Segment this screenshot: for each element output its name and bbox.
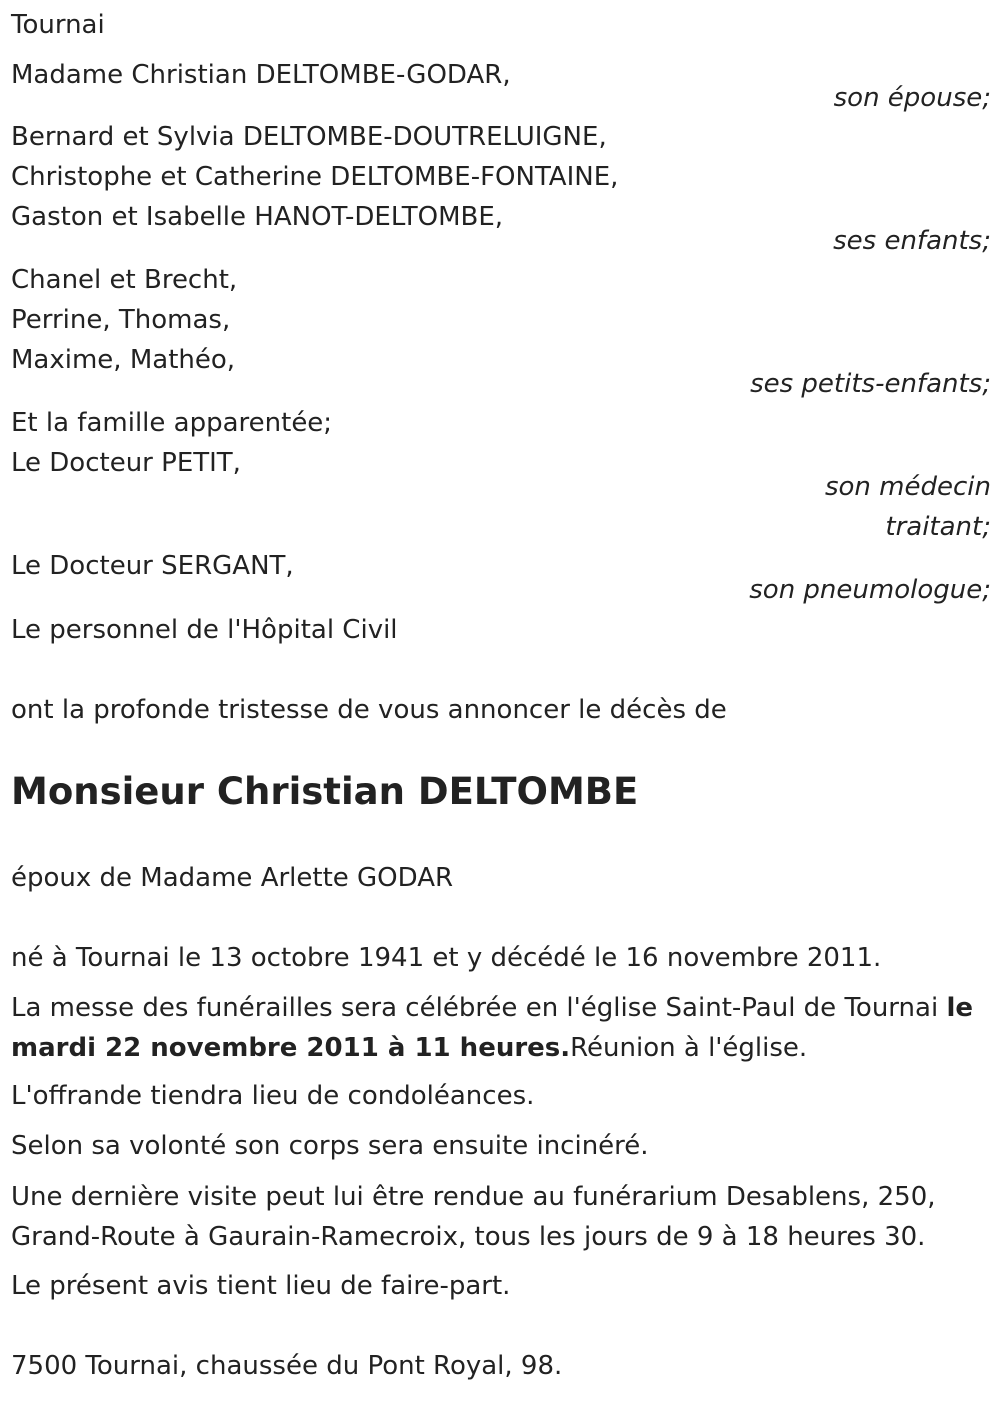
funeral-mass-paragraph xyxy=(11,988,991,1068)
mass-suffix: Réunion à l'église. xyxy=(570,1033,808,1063)
pneumologist-name: Le Docteur SERGANT, xyxy=(11,551,294,581)
mass-date-bold-1: le xyxy=(946,993,973,1023)
child-name: Gaston et Isabelle HANOT-DELTOMBE, xyxy=(11,202,504,232)
child-name: Christophe et Catherine DELTOMBE-FONTAINE, xyxy=(11,162,619,192)
location-heading: Tournai xyxy=(11,10,105,40)
spouse-role: son épouse; xyxy=(833,83,991,113)
visit-line-2: Grand-Route à Gaurain-Ramecroix, tous les jours de 9 à 18 heures 30. xyxy=(11,1222,926,1252)
doctor-role-line1: son médecin xyxy=(824,472,991,502)
address-line: 7500 Tournai, chaussée du Pont Royal, 98. xyxy=(11,1351,563,1381)
notice-line: Le présent avis tient lieu de faire-part. xyxy=(11,1271,511,1301)
grandchild-name: Perrine, Thomas, xyxy=(11,305,231,335)
grandchild-name: Chanel et Brecht, xyxy=(11,265,238,295)
birth-death-line: né à Tournai le 13 octobre 1941 et y décédé le 16 novembre 2011. xyxy=(11,943,882,973)
mass-line-2 xyxy=(11,1028,991,1068)
relatives-line: Et la famille apparentée; xyxy=(11,408,333,438)
child-name: Bernard et Sylvia DELTOMBE-DOUTRELUIGNE, xyxy=(11,122,607,152)
mass-prefix: La messe des funérailles sera célébrée en l'église Saint-Paul de Tournai xyxy=(11,993,947,1023)
spouse-of-line: époux de Madame Arlette GODAR xyxy=(11,863,454,893)
offering-line: L'offrande tiendra lieu de condoléances. xyxy=(11,1081,535,1111)
mass-date-bold-2: mardi 22 novembre 2011 à 11 heures. xyxy=(11,1033,571,1063)
cremation-line: Selon sa volonté son corps sera ensuite incinéré. xyxy=(11,1131,649,1161)
children-role: ses enfants; xyxy=(833,226,991,256)
hospital-staff-line: Le personnel de l'Hôpital Civil xyxy=(11,615,398,645)
grandchild-name: Maxime, Mathéo, xyxy=(11,345,236,375)
announcement-text: ont la profonde tristesse de vous annoncer le décès de xyxy=(11,695,727,725)
grandchildren-role: ses petits-enfants; xyxy=(750,369,991,399)
spouse-name: Madame Christian DELTOMBE-GODAR, xyxy=(11,60,511,90)
mass-line-1 xyxy=(11,988,991,1028)
pneumologist-role: son pneumologue; xyxy=(749,575,991,605)
visit-line-1: Une dernière visite peut lui être rendue au funérarium Desablens, 250, xyxy=(11,1182,936,1212)
doctor-name: Le Docteur PETIT, xyxy=(11,448,241,478)
doctor-role-line2: traitant; xyxy=(885,512,991,542)
deceased-name: Monsieur Christian DELTOMBE xyxy=(11,770,639,813)
